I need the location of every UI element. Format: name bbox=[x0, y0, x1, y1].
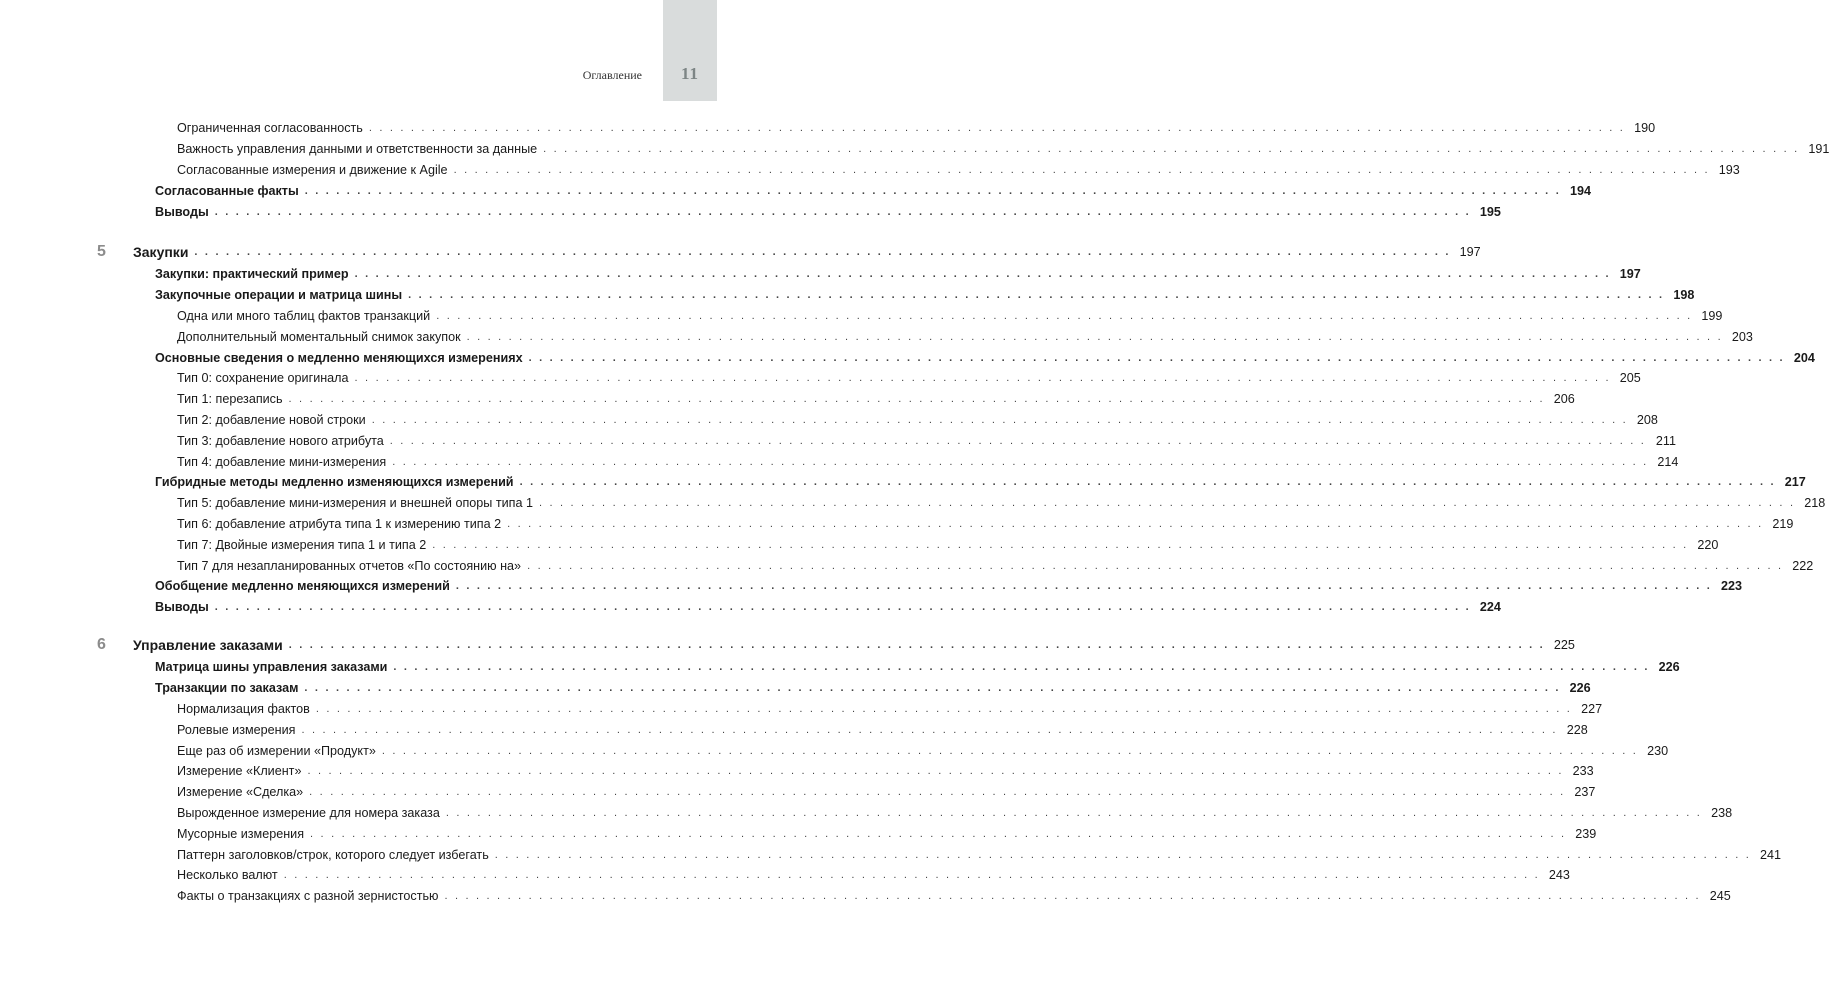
leader-dots: . . . . . . . . . . . . . . . . . . . . . . . . . . . . . . . . . . . . . . . . . . . . . . . . . . . . . . . . . . . . . . . . . . . . . . . . . . . . . . . . . . . . . . . . . . . . . . . . . . . . . . . . . . . . . . . . . . . . . . . . bbox=[444, 890, 1701, 903]
toc-entry-page: 245 bbox=[1709, 889, 1731, 904]
toc-entry-title: Согласованные измерения и движение к Agile bbox=[177, 162, 448, 177]
toc-entry-title: Мусорные измерения bbox=[177, 826, 305, 841]
leader-dots: . . . . . . . . . . . . . . . . . . . . . . . . . . . . . . . . . . . . . . . . . . . . . . . . . . . . . . . . . . . . . . . . . . . . . . . . . . . . . . . . . . . . . . . . . . . . . . . . . . . . . . . . . . . . . . . . . . . . . . . . bbox=[453, 163, 1710, 176]
toc-entry-title: Дополнительный моментальный снимок закупок bbox=[177, 329, 461, 344]
toc-entry[interactable] bbox=[90, 761, 1594, 782]
toc-entry-title: Закупки bbox=[133, 244, 189, 260]
toc-entry-page: 227 bbox=[1581, 701, 1603, 716]
toc-entry[interactable] bbox=[90, 451, 1679, 472]
toc-entry-page: 223 bbox=[1721, 579, 1743, 594]
toc-entry-page: 226 bbox=[1658, 660, 1680, 675]
toc-entry-page: 205 bbox=[1619, 371, 1641, 386]
toc-entry-page: 228 bbox=[1566, 722, 1588, 737]
leader-dots: . . . . . . . . . . . . . . . . . . . . . . . . . . . . . . . . . . . . . . . . . . . . . . . . . . . . . . . . . . . . . . . . . . . . . . . . . . . . . . . . . . . . . . . . . . . . . . . . . . . . . . . . . . . . . . . . . . . . . . . . bbox=[494, 848, 1751, 861]
toc-entry-title: Измерение «Сделка» bbox=[177, 785, 304, 800]
toc-entry-title: Управление заказами bbox=[133, 637, 283, 653]
toc-entry-title: Одна или много таблиц фактов транзакций bbox=[177, 308, 431, 323]
toc-entry[interactable] bbox=[90, 347, 1815, 368]
toc-entry-page: 194 bbox=[1569, 183, 1591, 198]
leader-dots: . . . . . . . . . . . . . . . . . . . . . . . . . . . . . . . . . . . . . . . . . . . . . . . . . . . . . . . . . . . . . . . . . . . . . . . . . . . . . . . . . . . . . . . . . . . . . . . . . . . . . . . . . . . . . . . . . . . . . . . . bbox=[507, 517, 1764, 530]
toc-entry-title: Закупочные операции и матрица шины bbox=[155, 288, 403, 303]
leader-dots: . . . . . . . . . . . . . . . . . . . . . . . . . . . . . . . . . . . . . . . . . . . . . . . . . . . . . . . . . . . . . . . . . . . . . . . . . . . . . . . . . . . . . . . . . . . . . . . . . . . . . . . . . . . . . . . . . . . . . . . . bbox=[354, 268, 1611, 281]
toc-entry-page: 241 bbox=[1759, 847, 1781, 862]
toc-entry-page: 198 bbox=[1673, 288, 1695, 303]
toc-entry[interactable] bbox=[90, 139, 1829, 160]
toc-entry[interactable] bbox=[90, 803, 1733, 824]
leader-dots: . . . . . . . . . . . . . . . . . . . . . . . . . . . . . . . . . . . . . . . . . . . . . . . . . . . . . . . . . . . . . . . . . . . . . . . . . . . . . . . . . . . . . . . . . . . . . . . . . . . . . . . . . . . . . . . . . . . . . . . . bbox=[392, 455, 1649, 468]
leader-dots: . . . . . . . . . . . . . . . . . . . . . . . . . . . . . . . . . . . . . . . . . . . . . . . . . . . . . . . . . . . . . . . . . . . . . . . . . . . . . . . . . . . . . . . . . . . . . . . . . . . . . . . . . . . . . . . . . . . . . . . . bbox=[309, 786, 1566, 799]
toc-entry-title: Паттерн заголовков/строк, которого следует избегать bbox=[177, 847, 489, 862]
toc-entry-title: Выводы bbox=[155, 204, 209, 219]
leader-dots: . . . . . . . . . . . . . . . . . . . . . . . . . . . . . . . . . . . . . . . . . . . . . . . . . . . . . . . . . . . . . . . . . . . . . . . . . . . . . . . . . . . . . . . . . . . . . . . . . . . . . . . . . . . . . . . . . . . . . . . . bbox=[408, 289, 1665, 302]
toc-entry[interactable] bbox=[90, 118, 1656, 139]
toc-entry-title: Согласованные факты bbox=[155, 183, 299, 198]
page-tab bbox=[663, 0, 717, 101]
toc-entry-page: 190 bbox=[1634, 121, 1656, 136]
toc-entry-title: Ролевые измерения bbox=[177, 722, 296, 737]
toc-entry-page: 219 bbox=[1772, 516, 1794, 531]
leader-dots: . . . . . . . . . . . . . . . . . . . . . . . . . . . . . . . . . . . . . . . . . . . . . . . . . . . . . . . . . . . . . . . . . . . . . . . . . . . . . . . . . . . . . . . . . . . . . . . . . . . . . . . . . . . . . . . . . . . . . . . . bbox=[304, 184, 1561, 197]
toc-entry-page: 199 bbox=[1701, 308, 1723, 323]
toc-entry[interactable] bbox=[90, 555, 1814, 576]
leader-dots: . . . . . . . . . . . . . . . . . . . . . . . . . . . . . . . . . . . . . . . . . . . . . . . . . . . . . . . . . . . . . . . . . . . . . . . . . . . . . . . . . . . . . . . . . . . . . . . . . . . . . . . . . . . . . . . . . . . . . . . . bbox=[436, 309, 1693, 322]
leader-dots: . . . . . . . . . . . . . . . . . . . . . . . . . . . . . . . . . . . . . . . . . . . . . . . . . . . . . . . . . . . . . . . . . . . . . . . . . . . . . . . . . . . . . . . . . . . . . . . . . . . . . . . . . . . . . . . . . . . . . . . . bbox=[194, 246, 1451, 258]
leader-dots: . . . . . . . . . . . . . . . . . . . . . . . . . . . . . . . . . . . . . . . . . . . . . . . . . . . . . . . . . . . . . . . . . . . . . . . . . . . . . . . . . . . . . . . . . . . . . . . . . . . . . . . . . . . . . . . . . . . . . . . . bbox=[466, 330, 1723, 343]
toc-entry[interactable] bbox=[90, 264, 1641, 285]
toc-intro bbox=[90, 118, 1829, 222]
toc-entry-page: 197 bbox=[1459, 245, 1481, 259]
toc-entry-page: 211 bbox=[1655, 433, 1676, 448]
toc-entry[interactable] bbox=[90, 782, 1596, 803]
toc-entry[interactable] bbox=[90, 657, 1680, 678]
leader-dots: . . . . . . . . . . . . . . . . . . . . . . . . . . . . . . . . . . . . . . . . . . . . . . . . . . . . . . . . . . . . . . . . . . . . . . . . . . . . . . . . . . . . . . . . . . . . . . . . . . . . . . . . . . . . . . . . . . . . . . . . bbox=[304, 682, 1561, 695]
toc-entry[interactable] bbox=[90, 823, 1597, 844]
toc-entry-title: Основные сведения о медленно меняющихся измерениях bbox=[155, 350, 523, 365]
leader-dots: . . . . . . . . . . . . . . . . . . . . . . . . . . . . . . . . . . . . . . . . . . . . . . . . . . . . . . . . . . . . . . . . . . . . . . . . . . . . . . . . . . . . . . . . . . . . . . . . . . . . . . . . . . . . . . . . . . . . . . . . bbox=[432, 538, 1689, 551]
toc-entry-title: Тип 5: добавление мини-измерения и внешней опоры типа 1 bbox=[177, 496, 533, 511]
toc-entry[interactable] bbox=[90, 740, 1669, 761]
toc-entry[interactable] bbox=[90, 514, 1794, 535]
chapter-heading[interactable] bbox=[90, 633, 1575, 657]
toc-entry[interactable] bbox=[90, 719, 1588, 740]
toc-entry-page: 224 bbox=[1479, 600, 1501, 615]
toc-entry-title: Важность управления данными и ответственности за данные bbox=[177, 142, 538, 157]
toc-entry-page: 225 bbox=[1553, 638, 1575, 652]
leader-dots: . . . . . . . . . . . . . . . . . . . . . . . . . . . . . . . . . . . . . . . . . . . . . . . . . . . . . . . . . . . . . . . . . . . . . . . . . . . . . . . . . . . . . . . . . . . . . . . . . . . . . . . . . . . . . . . . . . . . . . . . bbox=[310, 827, 1567, 840]
page-number: 11 bbox=[680, 64, 700, 83]
leader-dots: . . . . . . . . . . . . . . . . . . . . . . . . . . . . . . . . . . . . . . . . . . . . . . . . . . . . . . . . . . . . . . . . . . . . . . . . . . . . . . . . . . . . . . . . . . . . . . . . . . . . . . . . . . . . . . . . . . . . . . . . bbox=[214, 601, 1471, 614]
leader-dots: . . . . . . . . . . . . . . . . . . . . . . . . . . . . . . . . . . . . . . . . . . . . . . . . . . . . . . . . . . . . . . . . . . . . . . . . . . . . . . . . . . . . . . . . . . . . . . . . . . . . . . . . . . . . . . . . . . . . . . . . bbox=[368, 122, 1626, 135]
leader-dots: . . . . . . . . . . . . . . . . . . . . . . . . . . . . . . . . . . . . . . . . . . . . . . . . . . . . . . . . . . . . . . . . . . . . . . . . . . . . . . . . . . . . . . . . . . . . . . . . . . . . . . . . . . . . . . . . . . . . . . . . bbox=[381, 744, 1639, 757]
toc-entry-page: 237 bbox=[1574, 785, 1596, 800]
toc-entry[interactable] bbox=[90, 472, 1806, 493]
toc-entry-page: 238 bbox=[1711, 805, 1733, 820]
toc-entry-title: Тип 4: добавление мини-измерения bbox=[177, 454, 387, 469]
toc-entry-title: Тип 2: добавление новой строки bbox=[177, 412, 366, 427]
chapter-number: 5 bbox=[97, 243, 106, 260]
toc-entry-title: Тип 7: Двойные измерения типа 1 и типа 2 bbox=[177, 537, 427, 552]
toc-entry[interactable] bbox=[90, 534, 1719, 555]
toc-entry-page: 239 bbox=[1575, 826, 1597, 841]
leader-dots: . . . . . . . . . . . . . . . . . . . . . . . . . . . . . . . . . . . . . . . . . . . . . . . . . . . . . . . . . . . . . . . . . . . . . . . . . . . . . . . . . . . . . . . . . . . . . . . . . . . . . . . . . . . . . . . . . . . . . . . . bbox=[519, 476, 1776, 489]
toc-entry[interactable] bbox=[90, 678, 1591, 699]
toc-entry-page: 208 bbox=[1636, 412, 1658, 427]
toc-entry[interactable] bbox=[90, 160, 1740, 181]
leader-dots: . . . . . . . . . . . . . . . . . . . . . . . . . . . . . . . . . . . . . . . . . . . . . . . . . . . . . . . . . . . . . . . . . . . . . . . . . . . . . . . . . . . . . . . . . . . . . . . . . . . . . . . . . . . . . . . . . . . . . . . . bbox=[455, 580, 1713, 593]
toc-entry[interactable] bbox=[90, 597, 1501, 618]
toc-entry-title: Тип 7 для незапланированных отчетов «По состоянию на» bbox=[177, 558, 522, 573]
toc-entry[interactable] bbox=[90, 493, 1826, 514]
leader-dots: . . . . . . . . . . . . . . . . . . . . . . . . . . . . . . . . . . . . . . . . . . . . . . . . . . . . . . . . . . . . . . . . . . . . . . . . . . . . . . . . . . . . . . . . . . . . . . . . . . . . . . . . . . . . . . . . . . . . . . . . bbox=[538, 497, 1796, 510]
toc-entry-title: Тип 1: перезапись bbox=[177, 392, 283, 407]
toc-entry[interactable] bbox=[90, 576, 1743, 597]
toc-entry[interactable] bbox=[90, 410, 1658, 431]
leader-dots: . . . . . . . . . . . . . . . . . . . . . . . . . . . . . . . . . . . . . . . . . . . . . . . . . . . . . . . . . . . . . . . . . . . . . . . . . . . . . . . . . . . . . . . . . . . . . . . . . . . . . . . . . . . . . . . . . . . . . . . . bbox=[354, 372, 1611, 385]
leader-dots: . . . . . . . . . . . . . . . . . . . . . . . . . . . . . . . . . . . . . . . . . . . . . . . . . . . . . . . . . . . . . . . . . . . . . . . . . . . . . . . . . . . . . . . . . . . . . . . . . . . . . . . . . . . . . . . . . . . . . . . . bbox=[315, 702, 1573, 715]
toc-entry-title: Выводы bbox=[155, 600, 209, 615]
toc-entry-title: Гибридные методы медленно изменяющихся измерений bbox=[155, 475, 514, 490]
toc-entry[interactable] bbox=[90, 389, 1575, 410]
toc-entry-title: Транзакции по заказам bbox=[155, 681, 299, 696]
toc-entry-title: Тип 0: сохранение оригинала bbox=[177, 371, 349, 386]
toc-entry-title: Закупки: практический пример bbox=[155, 267, 349, 282]
toc-entry[interactable] bbox=[90, 201, 1501, 222]
leader-dots: . . . . . . . . . . . . . . . . . . . . . . . . . . . . . . . . . . . . . . . . . . . . . . . . . . . . . . . . . . . . . . . . . . . . . . . . . . . . . . . . . . . . . . . . . . . . . . . . . . . . . . . . . . . . . . . . . . . . . . . . bbox=[283, 869, 1540, 882]
leader-dots: . . . . . . . . . . . . . . . . . . . . . . . . . . . . . . . . . . . . . . . . . . . . . . . . . . . . . . . . . . . . . . . . . . . . . . . . . . . . . . . . . . . . . . . . . . . . . . . . . . . . . . . . . . . . . . . . . . . . . . . . bbox=[527, 559, 1784, 572]
toc-entry-page: 233 bbox=[1572, 764, 1594, 779]
toc-entry[interactable] bbox=[90, 306, 1723, 327]
leader-dots: . . . . . . . . . . . . . . . . . . . . . . . . . . . . . . . . . . . . . . . . . . . . . . . . . . . . . . . . . . . . . . . . . . . . . . . . . . . . . . . . . . . . . . . . . . . . . . . . . . . . . . . . . . . . . . . . . . . . . . . . bbox=[528, 351, 1785, 364]
toc-entry-title: Измерение «Клиент» bbox=[177, 764, 302, 779]
leader-dots: . . . . . . . . . . . . . . . . . . . . . . . . . . . . . . . . . . . . . . . . . . . . . . . . . . . . . . . . . . . . . . . . . . . . . . . . . . . . . . . . . . . . . . . . . . . . . . . . . . . . . . . . . . . . . . . . . . . . . . . . bbox=[288, 639, 1545, 651]
leader-dots: . . . . . . . . . . . . . . . . . . . . . . . . . . . . . . . . . . . . . . . . . . . . . . . . . . . . . . . . . . . . . . . . . . . . . . . . . . . . . . . . . . . . . . . . . . . . . . . . . . . . . . . . . . . . . . . . . . . . . . . . bbox=[288, 393, 1545, 406]
toc-entry-page: 206 bbox=[1553, 392, 1575, 407]
toc-entry-page: 191 bbox=[1808, 142, 1829, 157]
toc-entry-page: 243 bbox=[1548, 868, 1570, 883]
toc-entry-page: 222 bbox=[1792, 558, 1814, 573]
leader-dots: . . . . . . . . . . . . . . . . . . . . . . . . . . . . . . . . . . . . . . . . . . . . . . . . . . . . . . . . . . . . . . . . . . . . . . . . . . . . . . . . . . . . . . . . . . . . . . . . . . . . . . . . . . . . . . . . . . . . . . . . bbox=[301, 723, 1558, 736]
toc-entry-page: 197 bbox=[1619, 267, 1641, 282]
toc-entry-page: 214 bbox=[1657, 454, 1679, 469]
running-title: Оглавление bbox=[582, 68, 642, 82]
toc-entry-title: Факты о транзакциях с разной зернистостью bbox=[177, 889, 439, 904]
toc-entry[interactable] bbox=[90, 699, 1603, 720]
toc-entry-title: Несколько валют bbox=[177, 868, 278, 883]
toc-entry-page: 218 bbox=[1804, 496, 1826, 511]
toc-entry-page: 220 bbox=[1697, 537, 1719, 552]
toc-entry-title: Обобщение медленно меняющихся измерений bbox=[155, 579, 450, 594]
toc-entry-title: Вырожденное измерение для номера заказа bbox=[177, 805, 440, 820]
toc-chapter-6 bbox=[90, 633, 1781, 907]
leader-dots: . . . . . . . . . . . . . . . . . . . . . . . . . . . . . . . . . . . . . . . . . . . . . . . . . . . . . . . . . . . . . . . . . . . . . . . . . . . . . . . . . . . . . . . . . . . . . . . . . . . . . . . . . . . . . . . . . . . . . . . . bbox=[389, 434, 1646, 447]
toc-entry[interactable] bbox=[90, 865, 1570, 886]
toc-entry-title: Тип 6: добавление атрибута типа 1 к измерению типа 2 bbox=[177, 516, 502, 531]
toc-entry[interactable] bbox=[90, 326, 1753, 347]
toc-entry-title: Матрица шины управления заказами bbox=[155, 660, 388, 675]
leader-dots: . . . . . . . . . . . . . . . . . . . . . . . . . . . . . . . . . . . . . . . . . . . . . . . . . . . . . . . . . . . . . . . . . . . . . . . . . . . . . . . . . . . . . . . . . . . . . . . . . . . . . . . . . . . . . . . . . . . . . . . . bbox=[371, 413, 1628, 426]
leader-dots: . . . . . . . . . . . . . . . . . . . . . . . . . . . . . . . . . . . . . . . . . . . . . . . . . . . . . . . . . . . . . . . . . . . . . . . . . . . . . . . . . . . . . . . . . . . . . . . . . . . . . . . . . . . . . . . . . . . . . . . . bbox=[543, 143, 1800, 156]
chapter-number: 6 bbox=[97, 636, 106, 653]
toc-entry-title: Нормализация фактов bbox=[177, 701, 310, 716]
toc-entry[interactable] bbox=[90, 844, 1781, 865]
chapter-heading[interactable] bbox=[90, 240, 1481, 264]
toc-entry-title: Тип 3: добавление нового атрибута bbox=[177, 433, 384, 448]
toc-entry[interactable] bbox=[90, 886, 1731, 907]
toc-entry[interactable] bbox=[90, 180, 1591, 201]
leader-dots: . . . . . . . . . . . . . . . . . . . . . . . . . . . . . . . . . . . . . . . . . . . . . . . . . . . . . . . . . . . . . . . . . . . . . . . . . . . . . . . . . . . . . . . . . . . . . . . . . . . . . . . . . . . . . . . . . . . . . . . . bbox=[307, 765, 1564, 778]
toc-entry[interactable] bbox=[90, 430, 1676, 451]
toc-entry[interactable] bbox=[90, 285, 1695, 306]
toc-entry-page: 195 bbox=[1479, 204, 1501, 219]
leader-dots: . . . . . . . . . . . . . . . . . . . . . . . . . . . . . . . . . . . . . . . . . . . . . . . . . . . . . . . . . . . . . . . . . . . . . . . . . . . . . . . . . . . . . . . . . . . . . . . . . . . . . . . . . . . . . . . . . . . . . . . . bbox=[445, 806, 1703, 819]
toc-entry-page: 230 bbox=[1647, 743, 1669, 758]
toc-entry-page: 203 bbox=[1731, 329, 1753, 344]
toc-chapter-5 bbox=[90, 240, 1826, 618]
toc-entry-page: 226 bbox=[1569, 681, 1591, 696]
toc-entry-page: 193 bbox=[1718, 162, 1740, 177]
toc-entry-page: 204 bbox=[1793, 350, 1815, 365]
leader-dots: . . . . . . . . . . . . . . . . . . . . . . . . . . . . . . . . . . . . . . . . . . . . . . . . . . . . . . . . . . . . . . . . . . . . . . . . . . . . . . . . . . . . . . . . . . . . . . . . . . . . . . . . . . . . . . . . . . . . . . . . bbox=[393, 661, 1650, 674]
toc-entry-page: 217 bbox=[1784, 475, 1806, 490]
toc-entry-title: Еще раз об измерении «Продукт» bbox=[177, 743, 376, 758]
toc-entry[interactable] bbox=[90, 368, 1641, 389]
leader-dots: . . . . . . . . . . . . . . . . . . . . . . . . . . . . . . . . . . . . . . . . . . . . . . . . . . . . . . . . . . . . . . . . . . . . . . . . . . . . . . . . . . . . . . . . . . . . . . . . . . . . . . . . . . . . . . . . . . . . . . . . bbox=[214, 205, 1471, 218]
toc-entry-title: Ограниченная согласованность bbox=[177, 121, 363, 136]
